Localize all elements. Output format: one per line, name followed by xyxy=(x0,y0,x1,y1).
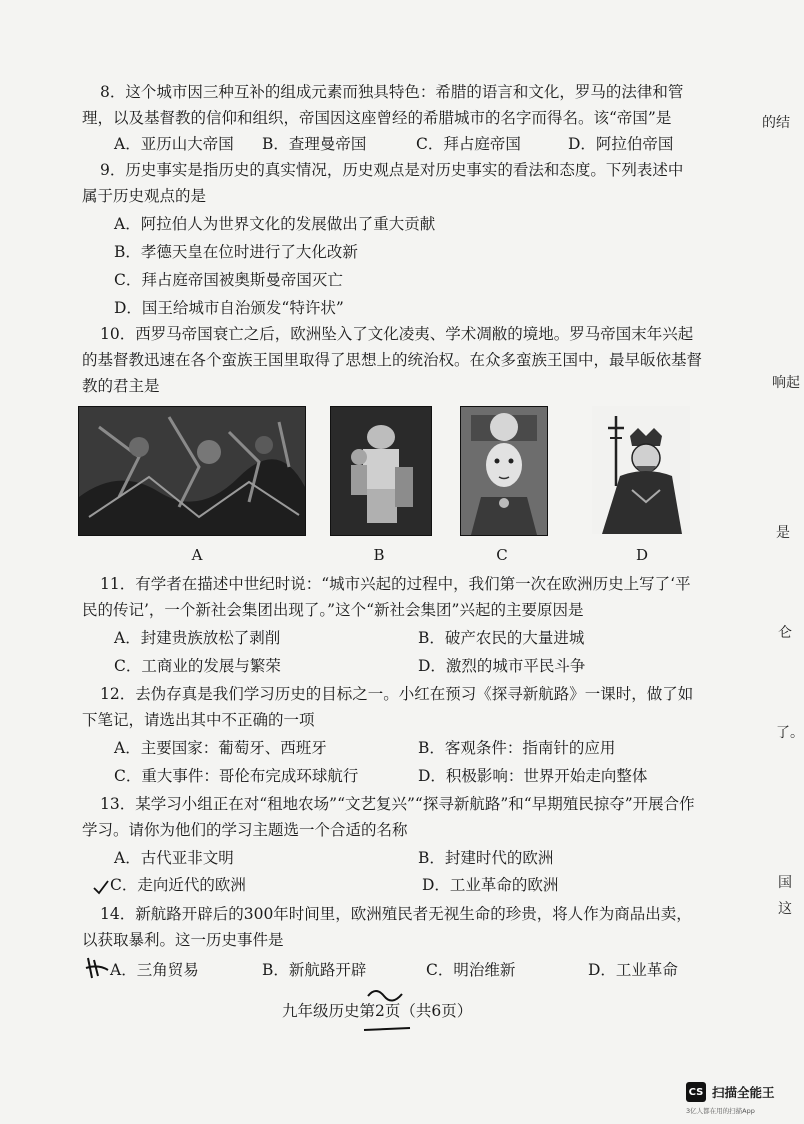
q12-stem-line1: 12．去伪存真是我们学习历史的目标之一。小红在预习《探寻新航路》一课时，做了如 xyxy=(100,685,694,703)
q14-option-a: A．三角贸易 xyxy=(110,961,199,979)
q10-stem-line3: 教的君主是 xyxy=(82,377,160,395)
q14-stem-line2: 以获取暴利。这一历史事件是 xyxy=(82,931,284,949)
q8-stem-line2: 理，以及基督教的信仰和组织，帝国因这座曾经的希腊城市的名字而得名。该“帝国”是 xyxy=(82,109,672,127)
q10-label-c: C xyxy=(496,546,508,564)
q11-option-d: D．激烈的城市平民斗争 xyxy=(418,657,586,675)
edge-text-2: 响起 xyxy=(772,375,800,391)
q12-option-c: C．重大事件：哥伦布完成环球航行 xyxy=(114,767,359,785)
q11-stem-line1: 11．有学者在描述中世纪时说：“城市兴起的过程中，我们第一次在欧洲历史上写了‘平 xyxy=(100,575,691,593)
q10-image-b xyxy=(330,406,432,536)
q11-stem-line2: 民的传记’，一个新社会集团出现了。”这个“新社会集团”兴起的主要原因是 xyxy=(82,601,584,619)
scanner-tagline: 3亿人都在用的扫描App xyxy=(686,1107,755,1115)
q12-option-d: D．积极影响：世界开始走向整体 xyxy=(418,767,648,785)
q9-stem-line1: 9．历史事实是指历史的真实情况，历史观点是对历史事实的看法和态度。下列表述中 xyxy=(100,161,684,179)
baptism-scene-image xyxy=(331,407,431,535)
q9-stem-line2: 属于历史观点的是 xyxy=(82,187,207,205)
q8-option-a: A．亚历山大帝国 xyxy=(114,135,234,153)
handwritten-tick-icon xyxy=(92,878,110,896)
cs-logo-icon: CS xyxy=(686,1082,706,1102)
q10-image-c xyxy=(460,406,548,536)
q10-label-b: B xyxy=(373,546,385,564)
q14-option-c: C．明治维新 xyxy=(426,961,516,979)
q11-option-a: A．封建贵族放松了剥削 xyxy=(114,629,281,647)
q8-stem-line1: 8．这个城市因三种互补的组成元素而独具特色：希腊的语言和文化，罗马的法律和管 xyxy=(100,83,684,101)
edge-text-6: 国 xyxy=(778,875,792,891)
q10-image-d xyxy=(592,406,690,534)
q8-option-b: B．查理曼帝国 xyxy=(262,135,367,153)
edge-text-7: 这 xyxy=(778,901,792,917)
q8-option-c: C．拜占庭帝国 xyxy=(416,135,521,153)
q11-option-b: B．破产农民的大量进城 xyxy=(418,629,585,647)
king-with-cross-image xyxy=(592,406,690,534)
edge-text-4: 仑 xyxy=(778,625,792,641)
scanner-watermark xyxy=(686,1082,775,1102)
q13-option-d: D．工业革命的欧洲 xyxy=(422,876,559,894)
q12-option-b: B．客观条件：指南针的应用 xyxy=(418,739,616,757)
edge-text-3: 是 xyxy=(776,525,790,541)
q14-stem-line1: 14．新航路开辟后的300年时间里，欧洲殖民者无视生命的珍贵，将人作为商品出卖， xyxy=(100,905,692,923)
q8-option-d: D．阿拉伯帝国 xyxy=(568,135,674,153)
q10-stem-line2: 的基督教迅速在各个蛮族王国里取得了思想上的统治权。在众多蛮族王国中，最早皈依基督 xyxy=(82,351,703,369)
battle-scene-image xyxy=(79,407,305,535)
edge-text-1: 的结 xyxy=(762,115,790,131)
q13-option-b: B．封建时代的欧洲 xyxy=(418,849,554,867)
handwritten-underline-icon xyxy=(362,1022,412,1036)
handwritten-mark-icon xyxy=(84,954,112,982)
q12-stem-line2: 下笔记，请选出其中不正确的一项 xyxy=(82,711,315,729)
q11-option-c: C．工商业的发展与繁荣 xyxy=(114,657,281,675)
q10-image-a xyxy=(78,406,306,536)
q9-option-d: D．国王给城市自治颁发“特许状” xyxy=(114,299,344,317)
q14-option-d: D．工业革命 xyxy=(588,961,678,979)
page-footer: 九年级历史第2页（共6页） xyxy=(282,1002,473,1020)
q9-option-c: C．拜占庭帝国被奥斯曼帝国灭亡 xyxy=(114,271,343,289)
q13-option-c: C．走向近代的欧洲 xyxy=(110,876,246,894)
mosaic-portrait-image xyxy=(461,407,547,535)
q9-option-a: A．阿拉伯人为世界文化的发展做出了重大贡献 xyxy=(114,215,436,233)
scanner-name: 扫描全能王 xyxy=(712,1085,775,1100)
q10-stem-line1: 10．西罗马帝国衰亡之后，欧洲坠入了文化凌夷、学术凋敝的境地。罗马帝国末年兴起 xyxy=(100,325,694,343)
q13-stem-line1: 13．某学习小组正在对“租地农场”“文艺复兴”“探寻新航路”和“早期殖民掠夺”开展合作 xyxy=(100,795,695,813)
edge-text-5: 了。 xyxy=(776,725,804,741)
q10-label-d: D xyxy=(635,546,649,564)
q13-stem-line2: 学习。请你为他们的学习主题选一个合适的名称 xyxy=(82,821,408,839)
q14-option-b: B．新航路开辟 xyxy=(262,961,367,979)
q12-option-a: A．主要国家：葡萄牙、西班牙 xyxy=(114,739,327,757)
q13-option-a: A．古代亚非文明 xyxy=(114,849,234,867)
q9-option-b: B．孝德天皇在位时进行了大化改新 xyxy=(114,243,358,261)
q10-label-a: A xyxy=(191,546,203,564)
